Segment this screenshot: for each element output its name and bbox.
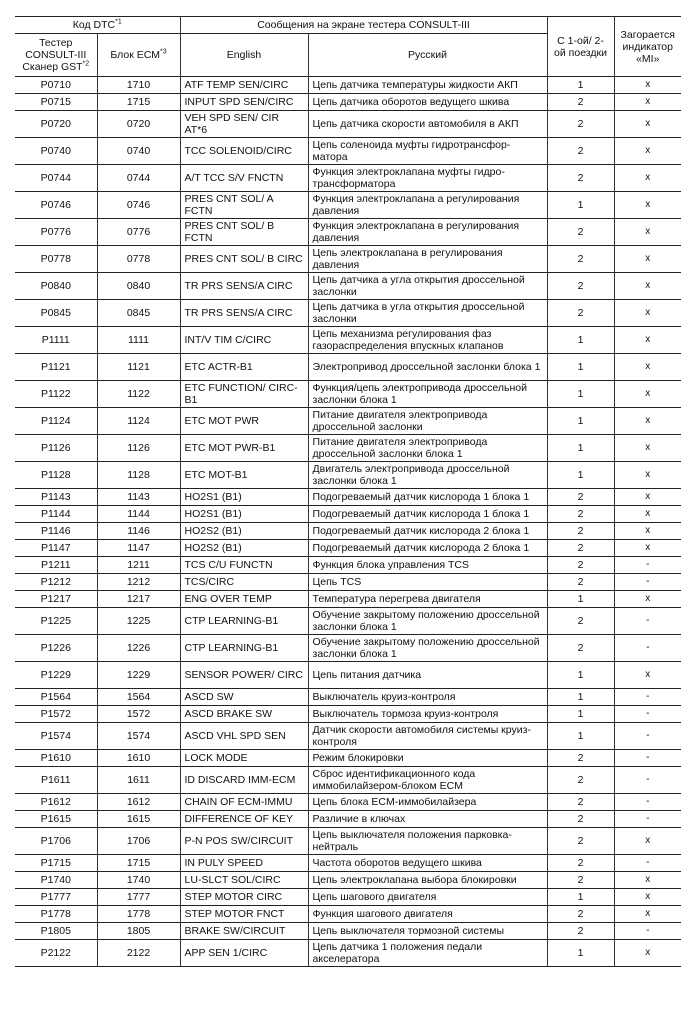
- dtc-code-cell: P1143: [15, 489, 97, 506]
- russian-message-cell: Цепь питания датчика: [308, 662, 547, 689]
- table-row: [15, 300, 681, 327]
- ecm-code-cell: 1122: [97, 381, 180, 408]
- trip-cell: 2: [547, 506, 614, 523]
- ecm-code-cell: 1211: [97, 557, 180, 574]
- table-row: [15, 855, 681, 872]
- table-row: [15, 794, 681, 811]
- ecm-code-cell: 1572: [97, 706, 180, 723]
- dtc-code-cell: P1226: [15, 635, 97, 662]
- ecm-code-cell: 2122: [97, 940, 180, 967]
- header-tester-label: Тестер CONSULT-III Сканер GST: [22, 37, 87, 73]
- russian-message-cell: Выключатель круиз-контроля: [308, 689, 547, 706]
- trip-cell: 1: [547, 889, 614, 906]
- ecm-code-cell: 0776: [97, 219, 180, 246]
- table-row: [15, 889, 681, 906]
- dtc-code-cell: P1111: [15, 327, 97, 354]
- dtc-code-cell: P1612: [15, 794, 97, 811]
- dtc-code-cell: P0778: [15, 246, 97, 273]
- russian-message-cell: Электропривод дроссельной заслонки блока 1: [308, 354, 547, 381]
- mil-indicator-cell: x: [614, 94, 681, 111]
- trip-cell: 1: [547, 689, 614, 706]
- table-row: [15, 557, 681, 574]
- mil-indicator-cell: x: [614, 219, 681, 246]
- english-message-cell: HO2S2 (B1): [180, 540, 308, 557]
- dtc-code-cell: P1574: [15, 723, 97, 750]
- trip-cell: 2: [547, 489, 614, 506]
- dtc-code-cell: P1572: [15, 706, 97, 723]
- trip-cell: 1: [547, 408, 614, 435]
- mil-indicator-cell: x: [614, 435, 681, 462]
- mil-indicator-cell: x: [614, 523, 681, 540]
- table-row: [15, 111, 681, 138]
- trip-cell: 2: [547, 794, 614, 811]
- trip-cell: 2: [547, 165, 614, 192]
- mil-indicator-cell: x: [614, 300, 681, 327]
- english-message-cell: BRAKE SW/CIRCUIT: [180, 923, 308, 940]
- mil-indicator-cell: x: [614, 662, 681, 689]
- table-row: [15, 138, 681, 165]
- mil-indicator-cell: -: [614, 723, 681, 750]
- english-message-cell: ETC ACTR-B1: [180, 354, 308, 381]
- english-message-cell: CHAIN OF ECM-IMMU: [180, 794, 308, 811]
- russian-message-cell: Обучение закрытому положению дроссельной заслонки блока 1: [308, 608, 547, 635]
- mil-indicator-cell: x: [614, 506, 681, 523]
- table-row: [15, 635, 681, 662]
- trip-cell: 2: [547, 635, 614, 662]
- english-message-cell: LU-SLCT SOL/CIRC: [180, 872, 308, 889]
- table-row: [15, 435, 681, 462]
- russian-message-cell: Функция блока управления TCS: [308, 557, 547, 574]
- english-message-cell: ASCD VHL SPD SEN: [180, 723, 308, 750]
- ecm-code-cell: 1147: [97, 540, 180, 557]
- dtc-code-cell: P1124: [15, 408, 97, 435]
- dtc-code-cell: P1212: [15, 574, 97, 591]
- russian-message-cell: Подогреваемый датчик кислорода 2 блока 1: [308, 540, 547, 557]
- trip-cell: 1: [547, 354, 614, 381]
- ecm-code-cell: 1715: [97, 855, 180, 872]
- trip-cell: 1: [547, 381, 614, 408]
- russian-message-cell: Цепь датчика скорости автомобиля в АКП: [308, 111, 547, 138]
- table-row: [15, 689, 681, 706]
- header-consult-group: Сообщения на экране тестера CONSULT-III: [180, 17, 547, 34]
- table-row: [15, 354, 681, 381]
- english-message-cell: LOCK MODE: [180, 750, 308, 767]
- table-row: [15, 872, 681, 889]
- ecm-code-cell: 1611: [97, 767, 180, 794]
- ecm-code-cell: 1710: [97, 77, 180, 94]
- english-message-cell: ID DISCARD IMM-ECM: [180, 767, 308, 794]
- table-row: [15, 591, 681, 608]
- russian-message-cell: Частота оборотов ведущего шкива: [308, 855, 547, 872]
- trip-cell: 2: [547, 219, 614, 246]
- english-message-cell: ETC MOT-B1: [180, 462, 308, 489]
- russian-message-cell: Подогреваемый датчик кислорода 2 блока 1: [308, 523, 547, 540]
- header-row-groups: [15, 17, 681, 34]
- mil-indicator-cell: x: [614, 138, 681, 165]
- dtc-code-cell: P1225: [15, 608, 97, 635]
- russian-message-cell: Выключатель тормоза круиз-контроля: [308, 706, 547, 723]
- trip-cell: 2: [547, 811, 614, 828]
- russian-message-cell: Двигатель электропривода дроссельной заслонки блока 1: [308, 462, 547, 489]
- ecm-code-cell: 1574: [97, 723, 180, 750]
- russian-message-cell: Температура перегрева двигателя: [308, 591, 547, 608]
- ecm-code-cell: 1124: [97, 408, 180, 435]
- russian-message-cell: Функция электроклапана муфты гидро- трансформатора: [308, 165, 547, 192]
- footnote-mark: *3: [160, 48, 167, 56]
- table-row: [15, 489, 681, 506]
- table-row: [15, 327, 681, 354]
- russian-message-cell: Цепь выключателя тормозной системы: [308, 923, 547, 940]
- mil-indicator-cell: x: [614, 828, 681, 855]
- table-row: [15, 662, 681, 689]
- ecm-code-cell: 1128: [97, 462, 180, 489]
- table-row: [15, 462, 681, 489]
- dtc-code-cell: P1146: [15, 523, 97, 540]
- mil-indicator-cell: x: [614, 489, 681, 506]
- table-row: [15, 608, 681, 635]
- mil-indicator-cell: -: [614, 706, 681, 723]
- trip-cell: 1: [547, 435, 614, 462]
- russian-message-cell: Цепь датчика 1 положения педали акселератора: [308, 940, 547, 967]
- english-message-cell: TCC SOLENOID/CIRC: [180, 138, 308, 165]
- table-row: [15, 77, 681, 94]
- trip-cell: 1: [547, 192, 614, 219]
- russian-message-cell: Сброс идентификационного кода иммобилайзером-блоком ECM: [308, 767, 547, 794]
- dtc-code-cell: P1564: [15, 689, 97, 706]
- english-message-cell: TR PRS SENS/A CIRC: [180, 300, 308, 327]
- mil-indicator-cell: -: [614, 557, 681, 574]
- table-row: [15, 408, 681, 435]
- mil-indicator-cell: -: [614, 811, 681, 828]
- mil-indicator-cell: x: [614, 354, 681, 381]
- ecm-code-cell: 1777: [97, 889, 180, 906]
- russian-message-cell: Цепь датчика в угла открытия дроссельной заслонки: [308, 300, 547, 327]
- english-message-cell: A/T TCC S/V FNCTN: [180, 165, 308, 192]
- dtc-code-cell: P1217: [15, 591, 97, 608]
- russian-message-cell: Датчик скорости автомобиля системы круиз-контроля: [308, 723, 547, 750]
- dtc-code-cell: P1611: [15, 767, 97, 794]
- table-row: [15, 906, 681, 923]
- trip-cell: 1: [547, 662, 614, 689]
- english-message-cell: HO2S2 (B1): [180, 523, 308, 540]
- header-english: English: [180, 34, 308, 77]
- table-row: [15, 523, 681, 540]
- ecm-code-cell: 1111: [97, 327, 180, 354]
- table-row: [15, 219, 681, 246]
- dtc-code-cell: P1778: [15, 906, 97, 923]
- table-row: [15, 574, 681, 591]
- english-message-cell: STEP MOTOR CIRC: [180, 889, 308, 906]
- dtc-code-cell: P1147: [15, 540, 97, 557]
- table-body: [15, 77, 681, 967]
- header-ecm: [97, 34, 180, 77]
- russian-message-cell: Функция/цепь электропривода дроссельной заслонки блока 1: [308, 381, 547, 408]
- english-message-cell: INT/V TIM C/CIRC: [180, 327, 308, 354]
- header-dtc-group-label: Код DTC: [72, 19, 116, 31]
- mil-indicator-cell: -: [614, 608, 681, 635]
- table-row: [15, 273, 681, 300]
- header-ecm-label: Блок ECM: [110, 49, 161, 61]
- dtc-code-cell: P0720: [15, 111, 97, 138]
- mil-indicator-cell: x: [614, 540, 681, 557]
- english-message-cell: ETC MOT PWR: [180, 408, 308, 435]
- table-row: [15, 94, 681, 111]
- trip-cell: 2: [547, 246, 614, 273]
- trip-cell: 2: [547, 767, 614, 794]
- ecm-code-cell: 1217: [97, 591, 180, 608]
- english-message-cell: ASCD BRAKE SW: [180, 706, 308, 723]
- trip-cell: 1: [547, 940, 614, 967]
- mil-indicator-cell: -: [614, 750, 681, 767]
- dtc-code-cell: P1610: [15, 750, 97, 767]
- dtc-code-cell: P0746: [15, 192, 97, 219]
- ecm-code-cell: 1143: [97, 489, 180, 506]
- ecm-code-cell: 0744: [97, 165, 180, 192]
- ecm-code-cell: 0746: [97, 192, 180, 219]
- mil-indicator-cell: x: [614, 940, 681, 967]
- mil-indicator-cell: -: [614, 767, 681, 794]
- mil-indicator-cell: x: [614, 111, 681, 138]
- ecm-code-cell: 1229: [97, 662, 180, 689]
- russian-message-cell: Различие в ключах: [308, 811, 547, 828]
- russian-message-cell: Цепь механизма регулирования фаз газораспределения впускных клапанов: [308, 327, 547, 354]
- english-message-cell: PRES CNT SOL/ A FCTN: [180, 192, 308, 219]
- ecm-code-cell: 1126: [97, 435, 180, 462]
- mil-indicator-cell: x: [614, 408, 681, 435]
- russian-message-cell: Цепь TCS: [308, 574, 547, 591]
- english-message-cell: CTP LEARNING-B1: [180, 608, 308, 635]
- table-row: [15, 381, 681, 408]
- header-tester: [15, 34, 97, 77]
- header-trip: С 1-ой/ 2-ой поездки: [547, 17, 614, 77]
- table-row: [15, 192, 681, 219]
- english-message-cell: CTP LEARNING-B1: [180, 635, 308, 662]
- english-message-cell: ATF TEMP SEN/CIRC: [180, 77, 308, 94]
- russian-message-cell: Подогреваемый датчик кислорода 1 блока 1: [308, 489, 547, 506]
- dtc-code-cell: P0845: [15, 300, 97, 327]
- trip-cell: 2: [547, 872, 614, 889]
- trip-cell: 2: [547, 523, 614, 540]
- russian-message-cell: Цепь датчика оборотов ведущего шкива: [308, 94, 547, 111]
- table-row: [15, 540, 681, 557]
- english-message-cell: IN PULY SPEED: [180, 855, 308, 872]
- trip-cell: 1: [547, 462, 614, 489]
- ecm-code-cell: 1146: [97, 523, 180, 540]
- mil-indicator-cell: x: [614, 381, 681, 408]
- russian-message-cell: Цепь электроклапана выбора блокировки: [308, 872, 547, 889]
- english-message-cell: TCS/CIRC: [180, 574, 308, 591]
- trip-cell: 2: [547, 300, 614, 327]
- russian-message-cell: Питание двигателя электропривода дроссельной заслонки: [308, 408, 547, 435]
- dtc-code-cell: P0744: [15, 165, 97, 192]
- ecm-code-cell: 1610: [97, 750, 180, 767]
- trip-cell: 1: [547, 591, 614, 608]
- ecm-code-cell: 1615: [97, 811, 180, 828]
- ecm-code-cell: 1564: [97, 689, 180, 706]
- table-row: [15, 923, 681, 940]
- mil-indicator-cell: x: [614, 77, 681, 94]
- dtc-table-container: [15, 16, 681, 967]
- ecm-code-cell: 1612: [97, 794, 180, 811]
- english-message-cell: VEH SPD SEN/ CIR AT*6: [180, 111, 308, 138]
- russian-message-cell: Режим блокировки: [308, 750, 547, 767]
- table-row: [15, 506, 681, 523]
- russian-message-cell: Подогреваемый датчик кислорода 1 блока 1: [308, 506, 547, 523]
- english-message-cell: HO2S1 (B1): [180, 489, 308, 506]
- ecm-code-cell: 1715: [97, 94, 180, 111]
- header-mil: Загорается индикатор «MI»: [614, 17, 681, 77]
- russian-message-cell: Функция шагового двигателя: [308, 906, 547, 923]
- table-row: [15, 750, 681, 767]
- dtc-code-cell: P1715: [15, 855, 97, 872]
- dtc-code-cell: P1706: [15, 828, 97, 855]
- dtc-code-cell: P1121: [15, 354, 97, 381]
- trip-cell: 1: [547, 723, 614, 750]
- table-row: [15, 767, 681, 794]
- russian-message-cell: Функция электроклапана а регулирования давления: [308, 192, 547, 219]
- english-message-cell: HO2S1 (B1): [180, 506, 308, 523]
- dtc-code-cell: P2122: [15, 940, 97, 967]
- ecm-code-cell: 1225: [97, 608, 180, 635]
- mil-indicator-cell: x: [614, 327, 681, 354]
- russian-message-cell: Обучение закрытому положению дроссельной заслонки блока 1: [308, 635, 547, 662]
- trip-cell: 2: [547, 138, 614, 165]
- russian-message-cell: Функция электроклапана в регулирования давления: [308, 219, 547, 246]
- footnote-mark: *2: [82, 60, 90, 68]
- header-russian: Русский: [308, 34, 547, 77]
- russian-message-cell: Цепь блока ECM-иммобилайзера: [308, 794, 547, 811]
- russian-message-cell: Цепь датчика а угла открытия дроссельной заслонки: [308, 273, 547, 300]
- english-message-cell: ETC MOT PWR-B1: [180, 435, 308, 462]
- table-row: [15, 723, 681, 750]
- mil-indicator-cell: -: [614, 923, 681, 940]
- dtc-code-cell: P0776: [15, 219, 97, 246]
- table-row: [15, 165, 681, 192]
- english-message-cell: SENSOR POWER/ CIRC: [180, 662, 308, 689]
- mil-indicator-cell: x: [614, 273, 681, 300]
- ecm-code-cell: 1805: [97, 923, 180, 940]
- ecm-code-cell: 0740: [97, 138, 180, 165]
- ecm-code-cell: 1778: [97, 906, 180, 923]
- trip-cell: 2: [547, 828, 614, 855]
- trip-cell: 2: [547, 855, 614, 872]
- english-message-cell: PRES CNT SOL/ B FCTN: [180, 219, 308, 246]
- table-row: [15, 828, 681, 855]
- dtc-code-cell: P1144: [15, 506, 97, 523]
- ecm-code-cell: 1121: [97, 354, 180, 381]
- table-row: [15, 706, 681, 723]
- dtc-table: [15, 16, 681, 967]
- table-row: [15, 246, 681, 273]
- english-message-cell: PRES CNT SOL/ B CIRC: [180, 246, 308, 273]
- dtc-code-cell: P1211: [15, 557, 97, 574]
- table-row: [15, 940, 681, 967]
- header-dtc-group: [15, 17, 180, 34]
- dtc-code-cell: P1740: [15, 872, 97, 889]
- dtc-code-cell: P1615: [15, 811, 97, 828]
- ecm-code-cell: 1144: [97, 506, 180, 523]
- russian-message-cell: Цепь выключателя положения парковка-нейтраль: [308, 828, 547, 855]
- dtc-code-cell: P1128: [15, 462, 97, 489]
- russian-message-cell: Цепь соленоида муфты гидротрансфор- матора: [308, 138, 547, 165]
- mil-indicator-cell: -: [614, 635, 681, 662]
- ecm-code-cell: 1212: [97, 574, 180, 591]
- trip-cell: 2: [547, 574, 614, 591]
- english-message-cell: TCS C/U FUNCTN: [180, 557, 308, 574]
- dtc-code-cell: P0840: [15, 273, 97, 300]
- russian-message-cell: Питание двигателя электропривода дроссельной заслонки блока 1: [308, 435, 547, 462]
- mil-indicator-cell: x: [614, 889, 681, 906]
- ecm-code-cell: 0778: [97, 246, 180, 273]
- trip-cell: 1: [547, 77, 614, 94]
- trip-cell: 2: [547, 750, 614, 767]
- ecm-code-cell: 1706: [97, 828, 180, 855]
- english-message-cell: TR PRS SENS/A CIRC: [180, 273, 308, 300]
- table-row: [15, 811, 681, 828]
- trip-cell: 2: [547, 557, 614, 574]
- ecm-code-cell: 0840: [97, 273, 180, 300]
- mil-indicator-cell: -: [614, 794, 681, 811]
- mil-indicator-cell: x: [614, 906, 681, 923]
- mil-indicator-cell: x: [614, 165, 681, 192]
- mil-indicator-cell: x: [614, 872, 681, 889]
- trip-cell: 1: [547, 706, 614, 723]
- mil-indicator-cell: -: [614, 574, 681, 591]
- english-message-cell: ASCD SW: [180, 689, 308, 706]
- trip-cell: 2: [547, 923, 614, 940]
- mil-indicator-cell: -: [614, 689, 681, 706]
- english-message-cell: STEP MOTOR FNCT: [180, 906, 308, 923]
- footnote-mark: *1: [115, 18, 122, 26]
- dtc-code-cell: P1777: [15, 889, 97, 906]
- trip-cell: 1: [547, 327, 614, 354]
- mil-indicator-cell: x: [614, 192, 681, 219]
- russian-message-cell: Цепь шагового двигателя: [308, 889, 547, 906]
- ecm-code-cell: 0845: [97, 300, 180, 327]
- mil-indicator-cell: x: [614, 591, 681, 608]
- mil-indicator-cell: x: [614, 246, 681, 273]
- trip-cell: 2: [547, 608, 614, 635]
- dtc-code-cell: P0710: [15, 77, 97, 94]
- trip-cell: 2: [547, 540, 614, 557]
- trip-cell: 2: [547, 111, 614, 138]
- dtc-code-cell: P1805: [15, 923, 97, 940]
- ecm-code-cell: 1226: [97, 635, 180, 662]
- ecm-code-cell: 0720: [97, 111, 180, 138]
- trip-cell: 2: [547, 906, 614, 923]
- dtc-code-cell: P0740: [15, 138, 97, 165]
- english-message-cell: APP SEN 1/CIRC: [180, 940, 308, 967]
- ecm-code-cell: 1740: [97, 872, 180, 889]
- english-message-cell: ETC FUNCTION/ CIRC-B1: [180, 381, 308, 408]
- english-message-cell: P-N POS SW/CIRCUIT: [180, 828, 308, 855]
- dtc-code-cell: P1122: [15, 381, 97, 408]
- mil-indicator-cell: x: [614, 462, 681, 489]
- dtc-code-cell: P0715: [15, 94, 97, 111]
- trip-cell: 2: [547, 273, 614, 300]
- russian-message-cell: Цепь датчика температуры жидкости АКП: [308, 77, 547, 94]
- dtc-code-cell: P1126: [15, 435, 97, 462]
- english-message-cell: INPUT SPD SEN/CIRC: [180, 94, 308, 111]
- mil-indicator-cell: -: [614, 855, 681, 872]
- english-message-cell: ENG OVER TEMP: [180, 591, 308, 608]
- russian-message-cell: Цепь электроклапана в регулирования давления: [308, 246, 547, 273]
- trip-cell: 2: [547, 94, 614, 111]
- english-message-cell: DIFFERENCE OF KEY: [180, 811, 308, 828]
- dtc-code-cell: P1229: [15, 662, 97, 689]
